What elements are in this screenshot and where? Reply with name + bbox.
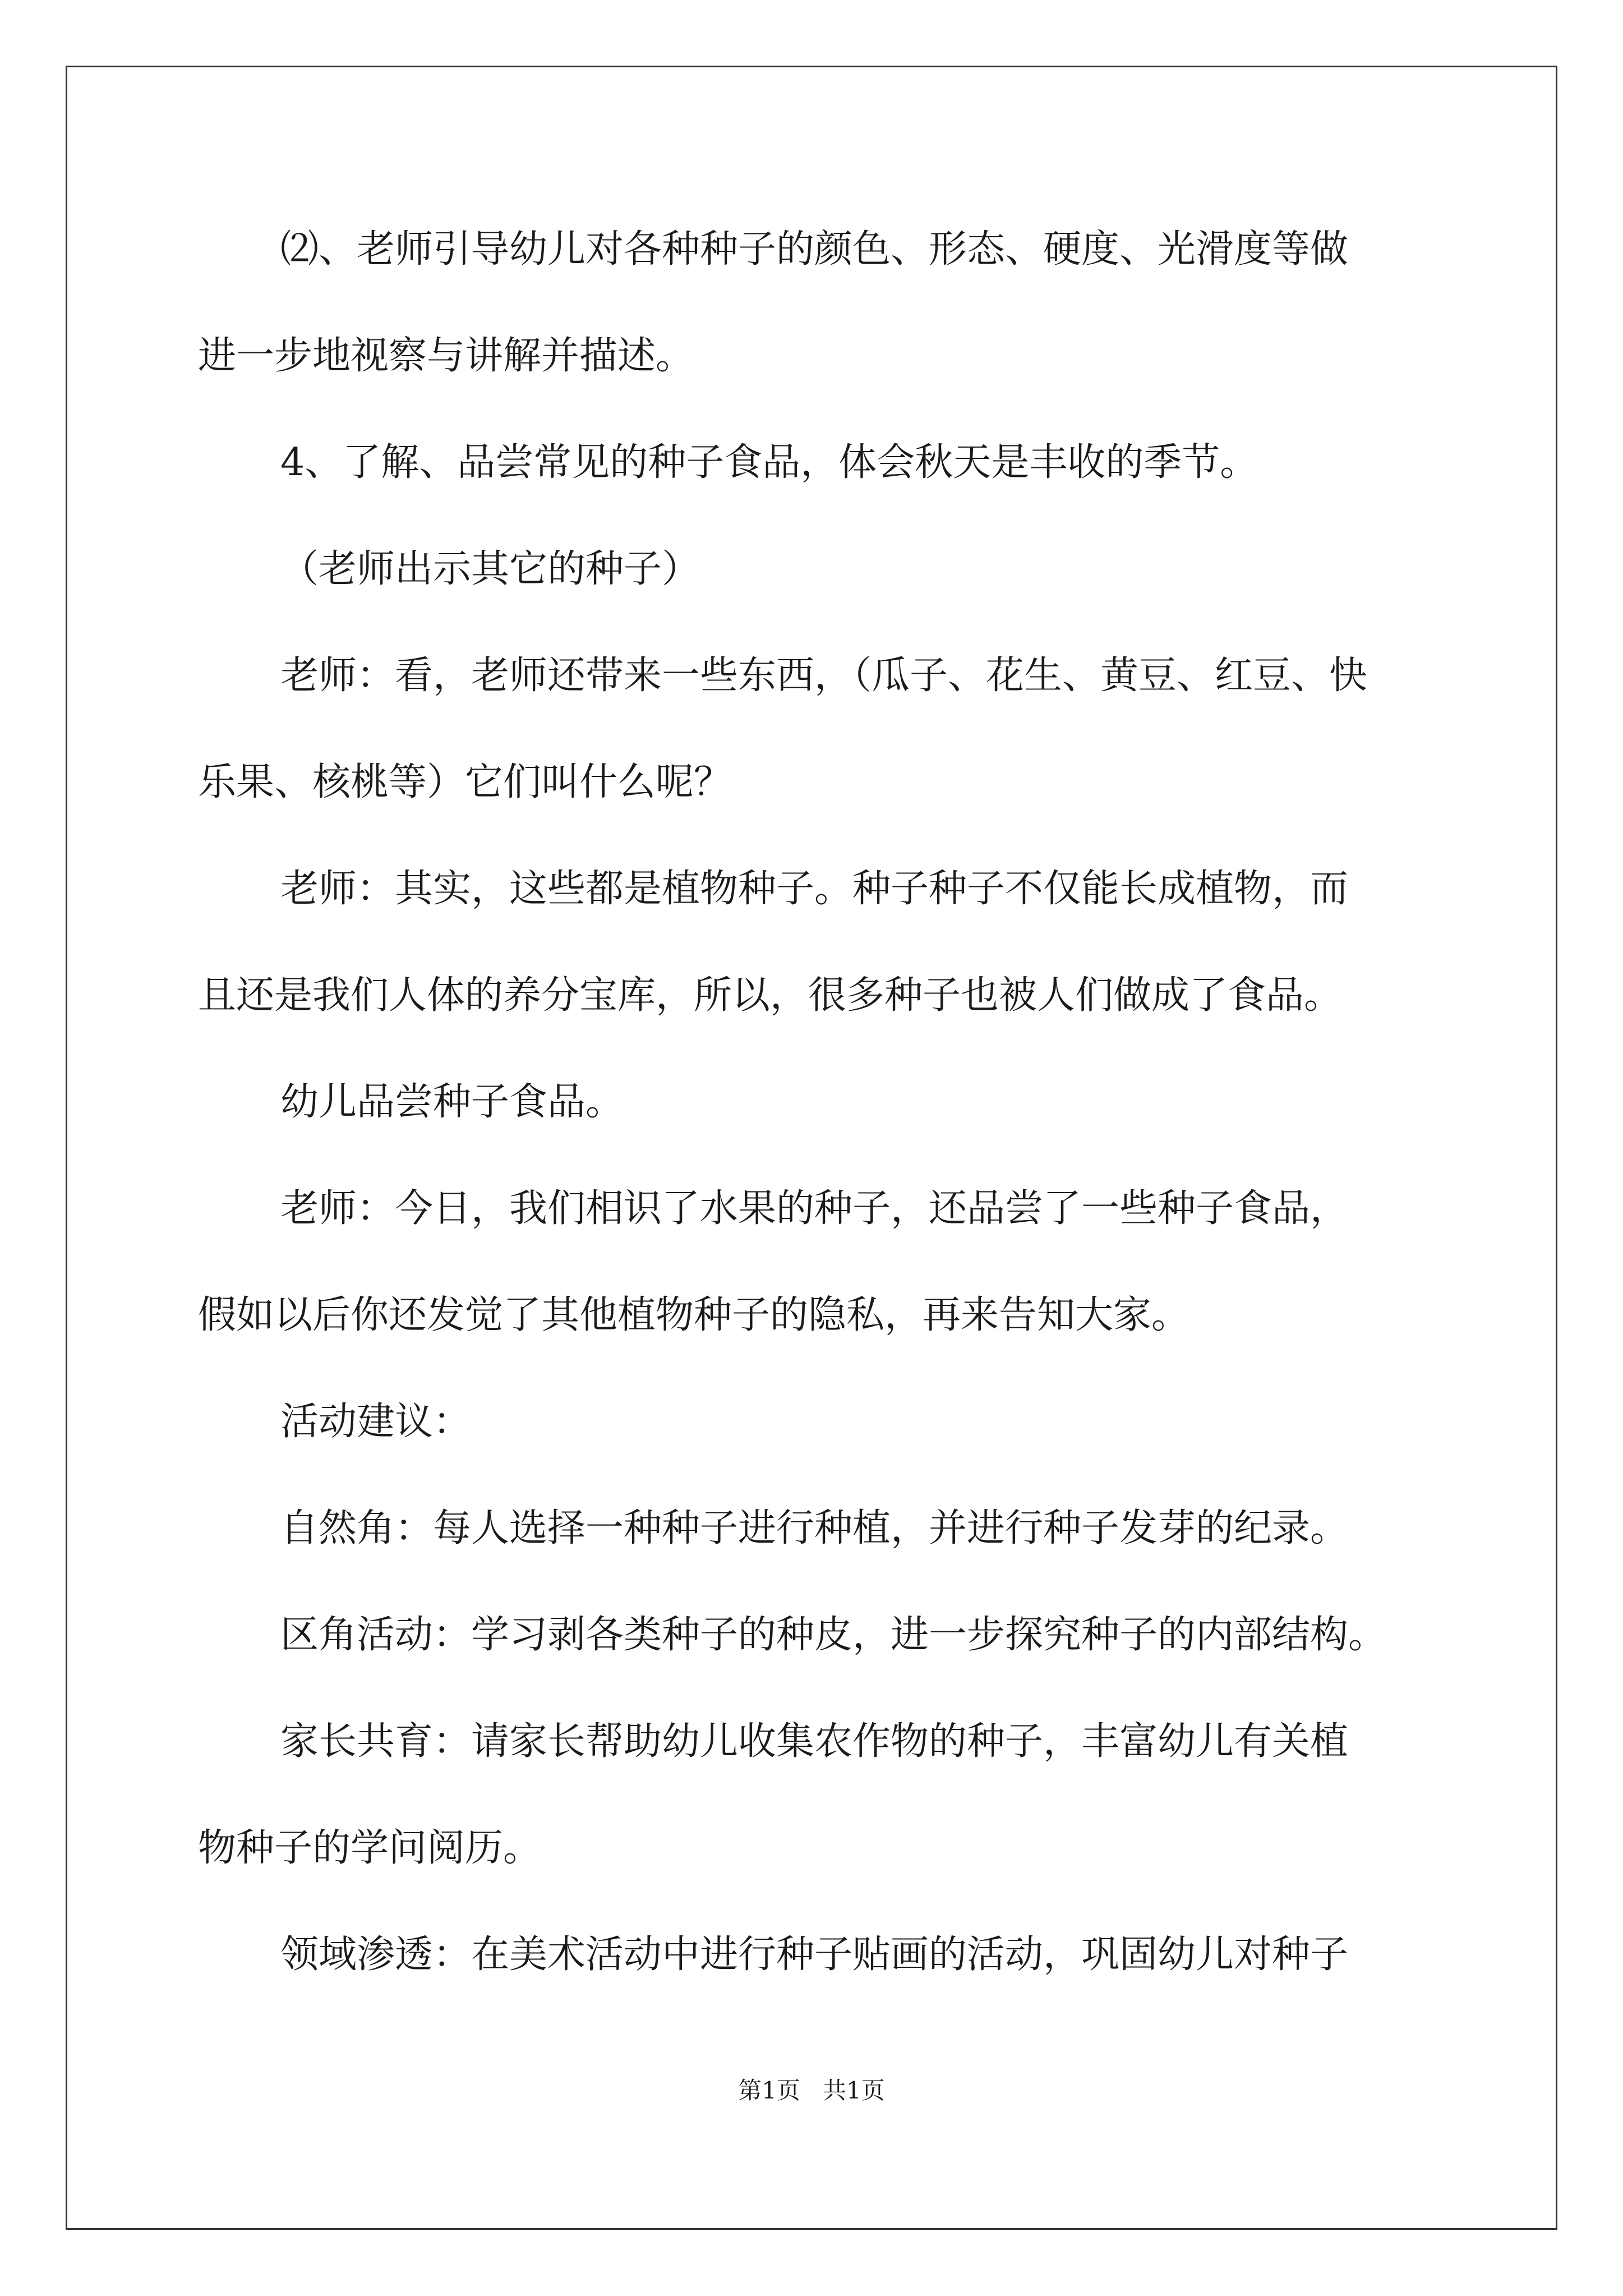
paragraph-line: ⑵、老师引导幼儿对各种种子的颜色、形态、硬度、光滑度等做 [280, 227, 1349, 272]
paragraph-line: 物种子的学问阅历。 [198, 1826, 542, 1870]
page-number: 第1页 [738, 2077, 800, 2104]
paragraph-line: 且还是我们人体的养分宝库，所以，很多种子也被人们做成了食品。 [198, 973, 1343, 1018]
paragraph-line: 自然角：每人选择一种种子进行种植，并进行种子发芽的纪录。 [280, 1506, 1349, 1550]
paragraph-line: 幼儿品尝种子食品。 [280, 1080, 624, 1124]
paragraph-line: 活动建议： [280, 1400, 472, 1444]
paragraph-line: 老师：今日，我们相识了水果的种子，还品尝了一些种子食品， [280, 1186, 1349, 1231]
paragraph-line: 乐果、核桃等）它们叫什么呢？ [198, 760, 732, 804]
paragraph-line: 进一步地视察与讲解并描述。 [198, 334, 694, 378]
paragraph-line: 区角活动：学习剥各类种子的种皮，进一步探究种子的内部结构。 [280, 1613, 1387, 1657]
paragraph-line: 老师：看，老师还带来一些东西，（瓜子、花生、黄豆、红豆、快 [280, 654, 1368, 698]
paragraph-line: 领域渗透：在美术活动中进行种子贴画的活动，巩固幼儿对种子 [280, 1932, 1349, 1977]
paragraph-line: 4、了解、品尝常见的种子食品，体会秋天是丰收的季节。 [280, 440, 1258, 485]
page-footer [0, 2077, 1623, 2105]
paragraph-line: 老师：其实，这些都是植物种子。种子种子不仅能长成植物，而 [280, 867, 1349, 911]
page-total: 共1页 [823, 2077, 885, 2104]
page-border [66, 66, 1557, 2230]
paragraph-line: （老师出示其它的种子） [280, 547, 700, 591]
paragraph-line: 假如以后你还发觉了其他植物种子的隐私，再来告知大家。 [198, 1293, 1190, 1337]
paragraph-line: 家长共育：请家长帮助幼儿收集农作物的种子，丰富幼儿有关植 [280, 1719, 1349, 1764]
